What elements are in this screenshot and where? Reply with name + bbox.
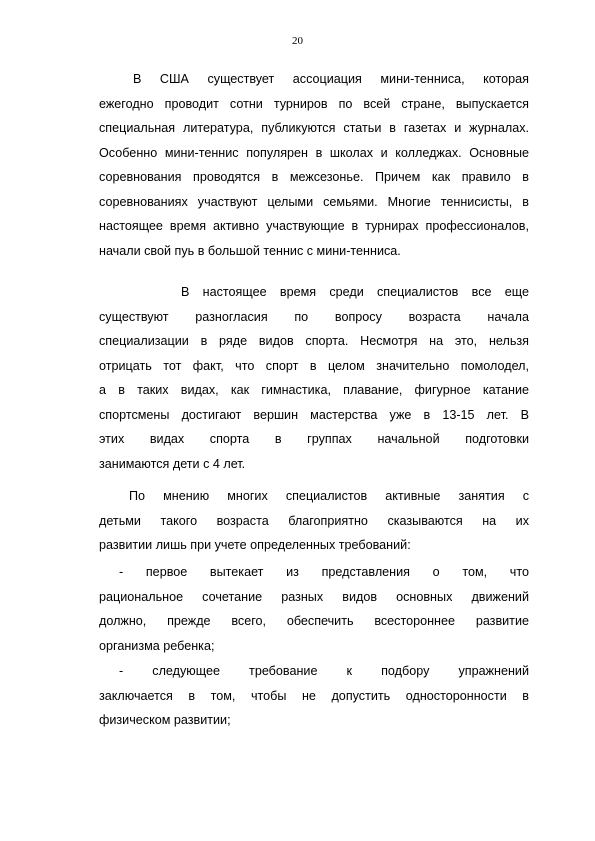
text-line: а в таких видах, как гимнастика, плавание, фигурное катание [99,383,529,397]
page-number: 20 [292,35,303,47]
text-line: существуют разногласия по вопросу возраста начала [99,309,529,324]
text-line: спортсмены достигают вершин мастерства уже в 13-15 лет. В [99,407,529,422]
text-line: заключается в том, чтобы не допустить односторонности в [99,688,529,703]
text-line: Особенно мини-теннис популярен в школах и колледжах. Основные [99,145,529,160]
text-line: настоящее время активно участвующие в турнирах профессионалов, [99,219,529,233]
text-line: специализации в ряде видов спорта. Несмотря на это, нельзя [99,334,529,348]
text-line: организма ребенка; [99,638,215,653]
text-line: этих видах спорта в группах начальной подготовки [99,432,529,446]
text-line: начали свой пуь в большой теннис с мини-тенниса. [99,243,401,258]
text-line: рациональное сочетание разных видов основных движений [99,589,529,604]
text-line: физическом развитии; [99,713,231,727]
text-line: детьми такого возраста благоприятно сказываются на их [99,513,529,528]
text-line: - первое вытекает из представления о том, что [119,565,529,579]
text-line: должно, прежде всего, обеспечить всестороннее развитие [99,614,529,628]
text-line: занимаются дети с 4 лет. [99,456,246,471]
text-line: В США существует ассоциация мини-тенниса, которая [133,72,529,86]
text-line: По мнению многих специалистов активные занятия с [129,489,529,503]
text-line: В настоящее время среди специалистов все еще [181,285,529,299]
text-line: развитии лишь при учете определенных требований: [99,538,411,552]
text-line: соревнования проводятся в межсезонье. Причем как правило в [99,170,529,184]
text-line: соревнованиях участвуют целыми семьями. Многие теннисисты, в [99,194,529,209]
text-line: специальная литература, публикуются статьи в газетах и журналах. [99,121,529,135]
text-line: - следующее требование к подбору упражнений [119,664,529,678]
text-line: отрицать тот факт, что спорт в целом значительно помолодел, [99,358,529,373]
text-line: ежегодно проводит сотни турниров по всей стране, выпускается [99,96,529,111]
